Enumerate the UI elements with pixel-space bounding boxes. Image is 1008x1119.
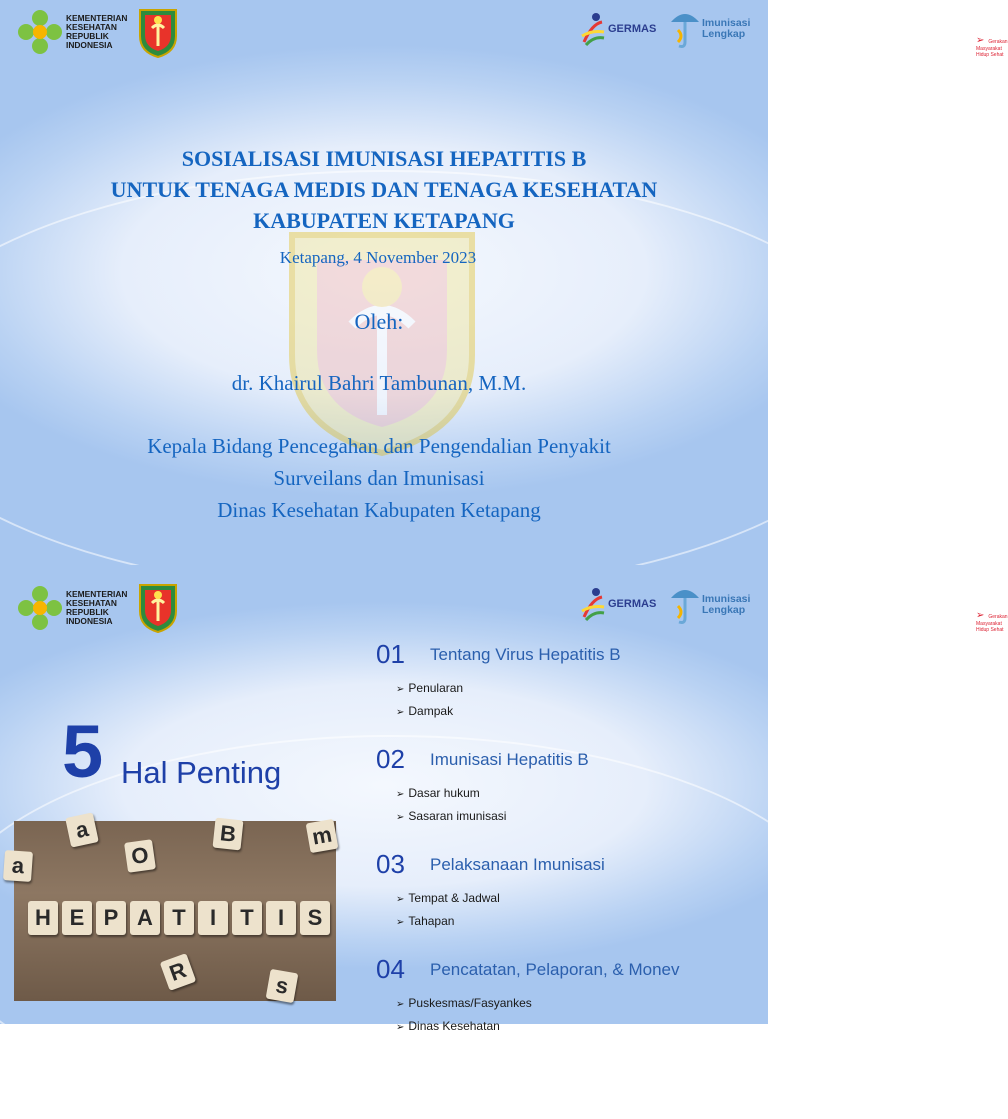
- agenda-sub-item: ➢ Tahapan: [396, 914, 454, 928]
- agenda-heading: Hal Penting: [121, 755, 282, 790]
- presenter-position: Kepala Bidang Pencegahan dan Pengendalian Penyakit Surveilans dan Imunisasi Dinas Kesehatan Kabupaten Ketapang: [147, 434, 611, 522]
- presentation-date: Ketapang, 4 November 2023: [279, 248, 477, 267]
- germas-figure-icon: [580, 12, 606, 46]
- agenda-sub-item: ➢ Dampak: [396, 704, 453, 718]
- word-letter-tile: I: [266, 901, 296, 935]
- slide-agenda: [0, 565, 1008, 1033]
- photo-tile: m: [306, 819, 339, 853]
- kemenkes-mark-icon: [16, 8, 64, 56]
- agenda-number: 02: [376, 744, 405, 774]
- agenda-sub-item: ➢ Dasar hukum: [396, 786, 480, 800]
- presentation-title: SOSIALISASI IMUNISASI HEPATITIS B UNTUK TENAGA MEDIS DAN TENAGA KESEHATAN KABUPATEN KETAPANG: [110, 146, 658, 233]
- agenda-sub-item: ➢ Puskesmas/Fasyankes: [396, 996, 532, 1010]
- kemenkes-logo: [16, 584, 127, 632]
- germas-figure-icon: [580, 587, 606, 621]
- kemenkes-mark-icon: [16, 584, 64, 632]
- word-letter-tile: H: [28, 901, 58, 935]
- imunisasi-umbrella-icon: [670, 8, 700, 50]
- imunisasi-lengkap-logo: [670, 8, 750, 50]
- word-letter-tile: T: [164, 901, 194, 935]
- germas-text: GERMAS ➢ Gerakan Masyarakat Hidup Sehat: [608, 598, 656, 610]
- photo-tile: a: [3, 850, 33, 882]
- agenda-item-title: Tentang Virus Hepatitis B: [430, 645, 621, 664]
- imunisasi-lengkap-text: Imunisasi Lengkap: [702, 17, 751, 40]
- hepatitis-letter-tiles-photo: [11, 816, 336, 1001]
- ketapang-regency-emblem-icon: [136, 6, 180, 58]
- presenter-label: Oleh:: [354, 309, 404, 334]
- agenda-number: 03: [376, 849, 405, 879]
- agenda-count: 5: [62, 710, 104, 793]
- hepatitis-word: [28, 901, 330, 935]
- word-letter-tile: S: [300, 901, 330, 935]
- agenda-item-title: Pelaksanaan Imunisasi: [430, 855, 605, 874]
- photo-tile: B: [213, 818, 244, 851]
- agenda-sub-item: ➢ Sasaran imunisasi: [396, 809, 506, 823]
- imunisasi-lengkap-text: Imunisasi Lengkap: [702, 593, 751, 616]
- agenda-sub-item: ➢ Tempat & Jadwal: [396, 891, 500, 905]
- presenter-name: dr. Khairul Bahri Tambunan, M.M.: [231, 371, 527, 395]
- ketapang-regency-emblem-icon: [136, 581, 180, 633]
- imunisasi-lengkap-logo: [670, 584, 750, 626]
- agenda-sub-item: ➢ Penularan: [396, 681, 463, 695]
- kemenkes-logo-text: KEMENTERIAN KESEHATAN REPUBLIK INDONESIA: [66, 589, 128, 626]
- word-letter-tile: P: [96, 901, 126, 935]
- photo-tile: O: [124, 839, 156, 873]
- word-letter-tile: A: [130, 901, 160, 935]
- agenda-number: 04: [376, 954, 405, 984]
- photo-tile: s: [266, 969, 299, 1003]
- photo-tile: a: [65, 812, 99, 847]
- imunisasi-umbrella-icon: [670, 584, 700, 626]
- word-letter-tile: E: [62, 901, 92, 935]
- agenda-sub-item: ➢ Dinas Kesehatan: [396, 1019, 500, 1033]
- agenda-number: 01: [376, 639, 405, 669]
- word-letter-tile: I: [198, 901, 228, 935]
- agenda-item-title: Pencatatan, Pelaporan, & Monev: [430, 960, 680, 979]
- agenda-item-title: Imunisasi Hepatitis B: [430, 750, 589, 769]
- kemenkes-logo: [16, 8, 127, 56]
- word-letter-tile: T: [232, 901, 262, 935]
- germas-text: GERMAS ➢ Gerakan Masyarakat Hidup Sehat: [608, 23, 656, 35]
- kemenkes-logo-text: KEMENTERIAN KESEHATAN REPUBLIK INDONESIA: [66, 13, 128, 50]
- photo-tile: R: [160, 953, 197, 991]
